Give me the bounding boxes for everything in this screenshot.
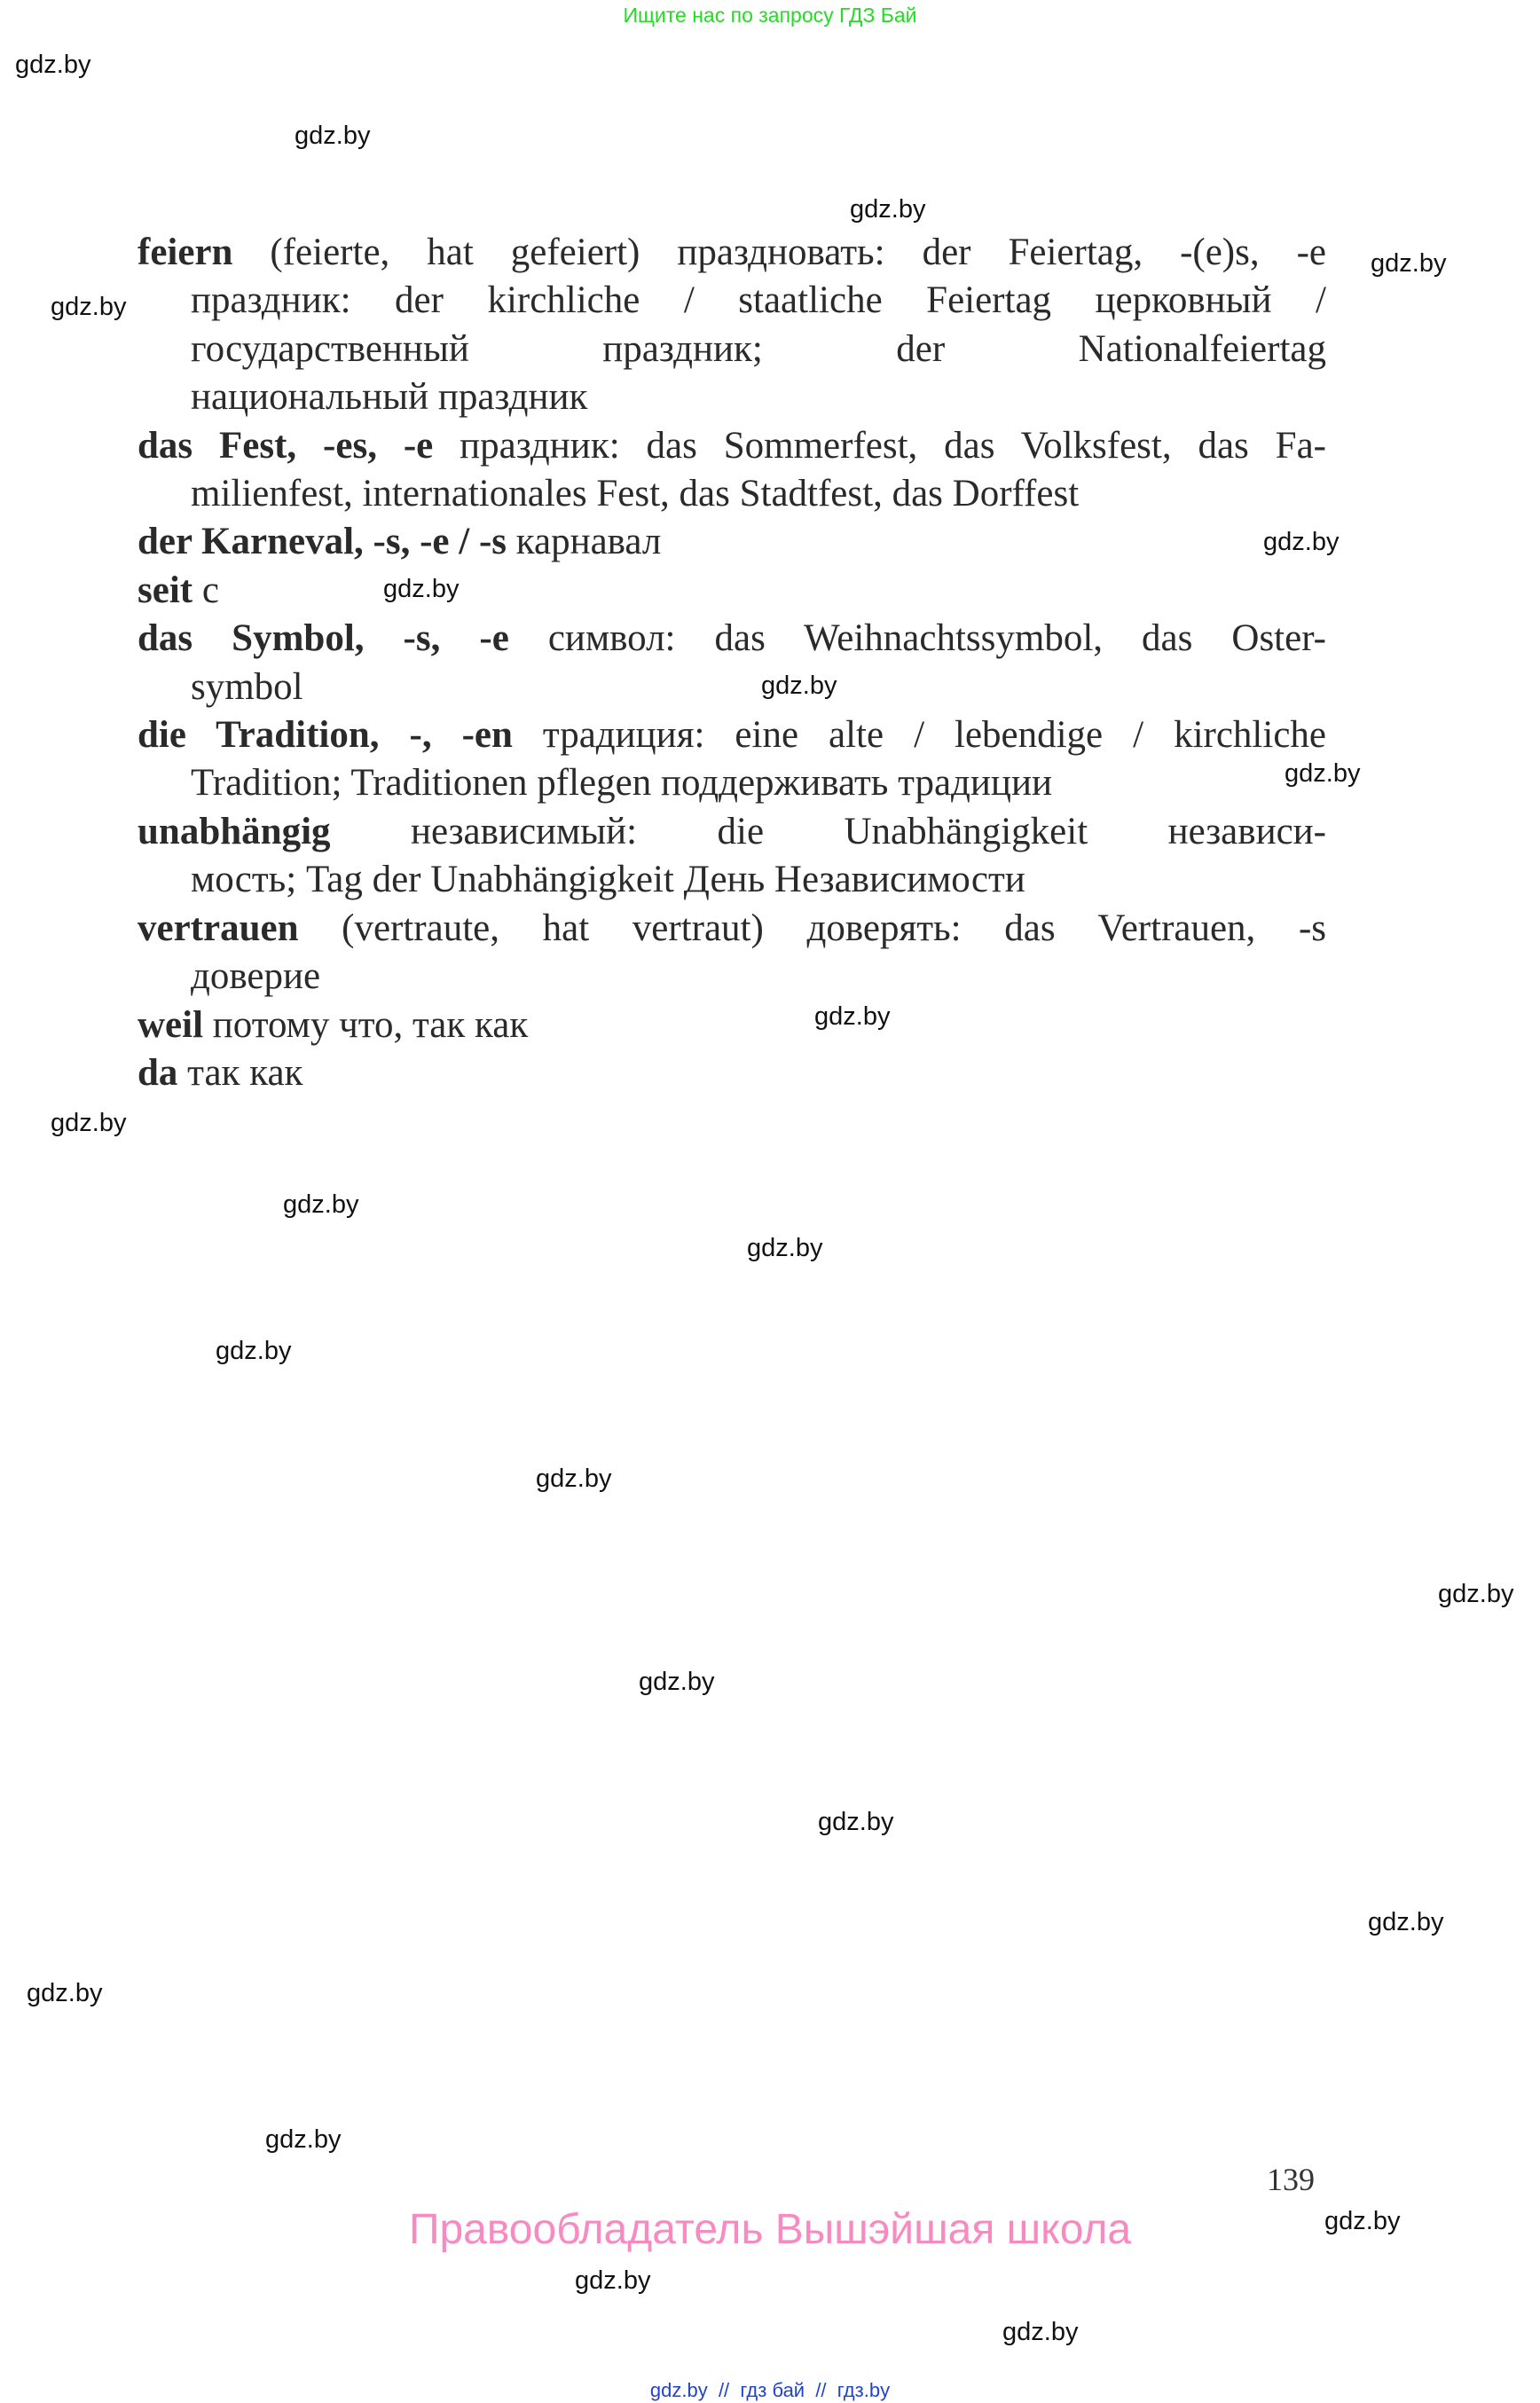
entry-text: независимый: die Unabhängigkeit независи- (330, 810, 1326, 852)
watermark: gdz.by (1263, 528, 1340, 556)
entry-text: символ: das Weihnachtssymbol, das Oster- (508, 617, 1326, 660)
entry-text: symbol (191, 665, 303, 708)
entry-text: потому что, так как (203, 1003, 529, 1046)
footer-links: gdz.by // гдз бай // гдз.by (649, 2379, 891, 2401)
dictionary-entry (138, 808, 1326, 905)
watermark: gdz.by (575, 2266, 651, 2295)
headword: unabhängig (138, 810, 331, 852)
watermark: gdz.by (1368, 1908, 1444, 1936)
dictionary-entry (138, 905, 1326, 1001)
entry-text: так как (177, 1051, 303, 1094)
headword: seit (138, 569, 193, 611)
entry-text: (feierte, hat gefeiert) праздновать: der Feiertag, -(e)s, -e (232, 232, 1326, 273)
entry-line (138, 711, 1326, 759)
entry-text: праздник: der kirchliche / staatliche Feiertag церковный / (191, 279, 1326, 322)
entry-line (138, 953, 1326, 1001)
entry-line (138, 567, 1326, 615)
watermark: gdz.by (1324, 2207, 1401, 2235)
watermark: gdz.by (536, 1465, 612, 1493)
dictionary-entry (138, 615, 1326, 711)
rights-holder: Правообладатель Вышэйшая школа (408, 2206, 1132, 2253)
entry-line (138, 1049, 1326, 1097)
watermark: gdz.by (761, 671, 837, 700)
entry-text: традиция: eine alte / lebendige / kirchliche (512, 714, 1326, 757)
search-banner: Ищите нас по запросу ГДЗ Бай (623, 4, 917, 27)
entry-text: мость; Tag der Unabhängigkeit День Независимости (191, 859, 1025, 901)
page-number: 139 (1267, 2162, 1315, 2197)
entry-line (138, 229, 1326, 277)
entry-text: (vertraute, hat vertraut) доверять: das Vertrauen, -s (298, 907, 1326, 949)
entry-line (138, 326, 1326, 373)
watermark: gdz.by (747, 1234, 823, 1262)
entry-text: праздник: das Sommerfest, das Volksfest, das Fa- (433, 424, 1326, 467)
dictionary-entry (138, 422, 1326, 519)
entry-text: с (192, 569, 219, 611)
entry-line (138, 470, 1326, 518)
headword: vertrauen (138, 907, 299, 949)
watermark: gdz.by (850, 195, 926, 224)
watermark: gdz.by (1438, 1580, 1514, 1608)
entry-line (138, 422, 1326, 470)
watermark: gdz.by (51, 1109, 127, 1137)
dictionary-entry (138, 1049, 1326, 1097)
watermark: gdz.by (1285, 759, 1361, 788)
headword: weil (138, 1003, 204, 1046)
watermark: gdz.by (1002, 2318, 1079, 2346)
entry-line (138, 615, 1326, 663)
entry-line (138, 518, 1326, 566)
headword: das Fest, -es, -e (138, 424, 434, 467)
entry-line (138, 808, 1326, 856)
watermark: gdz.by (27, 1979, 103, 2007)
watermark: gdz.by (814, 1002, 891, 1031)
dictionary-entry (138, 229, 1326, 422)
headword: feiern (138, 232, 233, 273)
headword: da (138, 1051, 178, 1094)
entry-text: milienfest, internationales Fest, das Stadtfest, das Dorffest (191, 473, 1080, 515)
watermark: gdz.by (283, 1190, 359, 1219)
entry-text: Tradition; Traditionen pflegen поддерживать традиции (191, 762, 1052, 805)
entry-line (138, 664, 1326, 711)
watermark: gdz.by (51, 293, 127, 321)
entry-text: национальный праздник (191, 376, 588, 419)
dictionary-entry (138, 1001, 1326, 1049)
entry-line (138, 759, 1326, 807)
watermark: gdz.by (295, 122, 371, 150)
vocabulary-list (138, 229, 1326, 1097)
watermark: gdz.by (1371, 249, 1447, 278)
watermark: gdz.by (265, 2125, 342, 2154)
watermark: gdz.by (216, 1337, 292, 1365)
watermark: gdz.by (15, 51, 91, 79)
dictionary-entry (138, 567, 1326, 615)
headword: der Karneval, -s, -e / -s (138, 521, 507, 563)
entry-text: доверие (191, 955, 321, 998)
entry-line (138, 1001, 1326, 1049)
entry-line (138, 856, 1326, 904)
watermark: gdz.by (639, 1668, 715, 1696)
headword: die Tradition, -, -en (138, 714, 513, 757)
dictionary-entry (138, 518, 1326, 566)
watermark: gdz.by (818, 1808, 894, 1836)
headword: das Symbol, -s, -e (138, 617, 509, 660)
entry-line (138, 905, 1326, 953)
entry-text: карнавал (507, 521, 662, 563)
dictionary-entry (138, 711, 1326, 808)
entry-line (138, 277, 1326, 325)
watermark: gdz.by (383, 575, 460, 603)
entry-line (138, 373, 1326, 421)
entry-text: государственный праздник; der Nationalfeiertag (191, 327, 1326, 370)
